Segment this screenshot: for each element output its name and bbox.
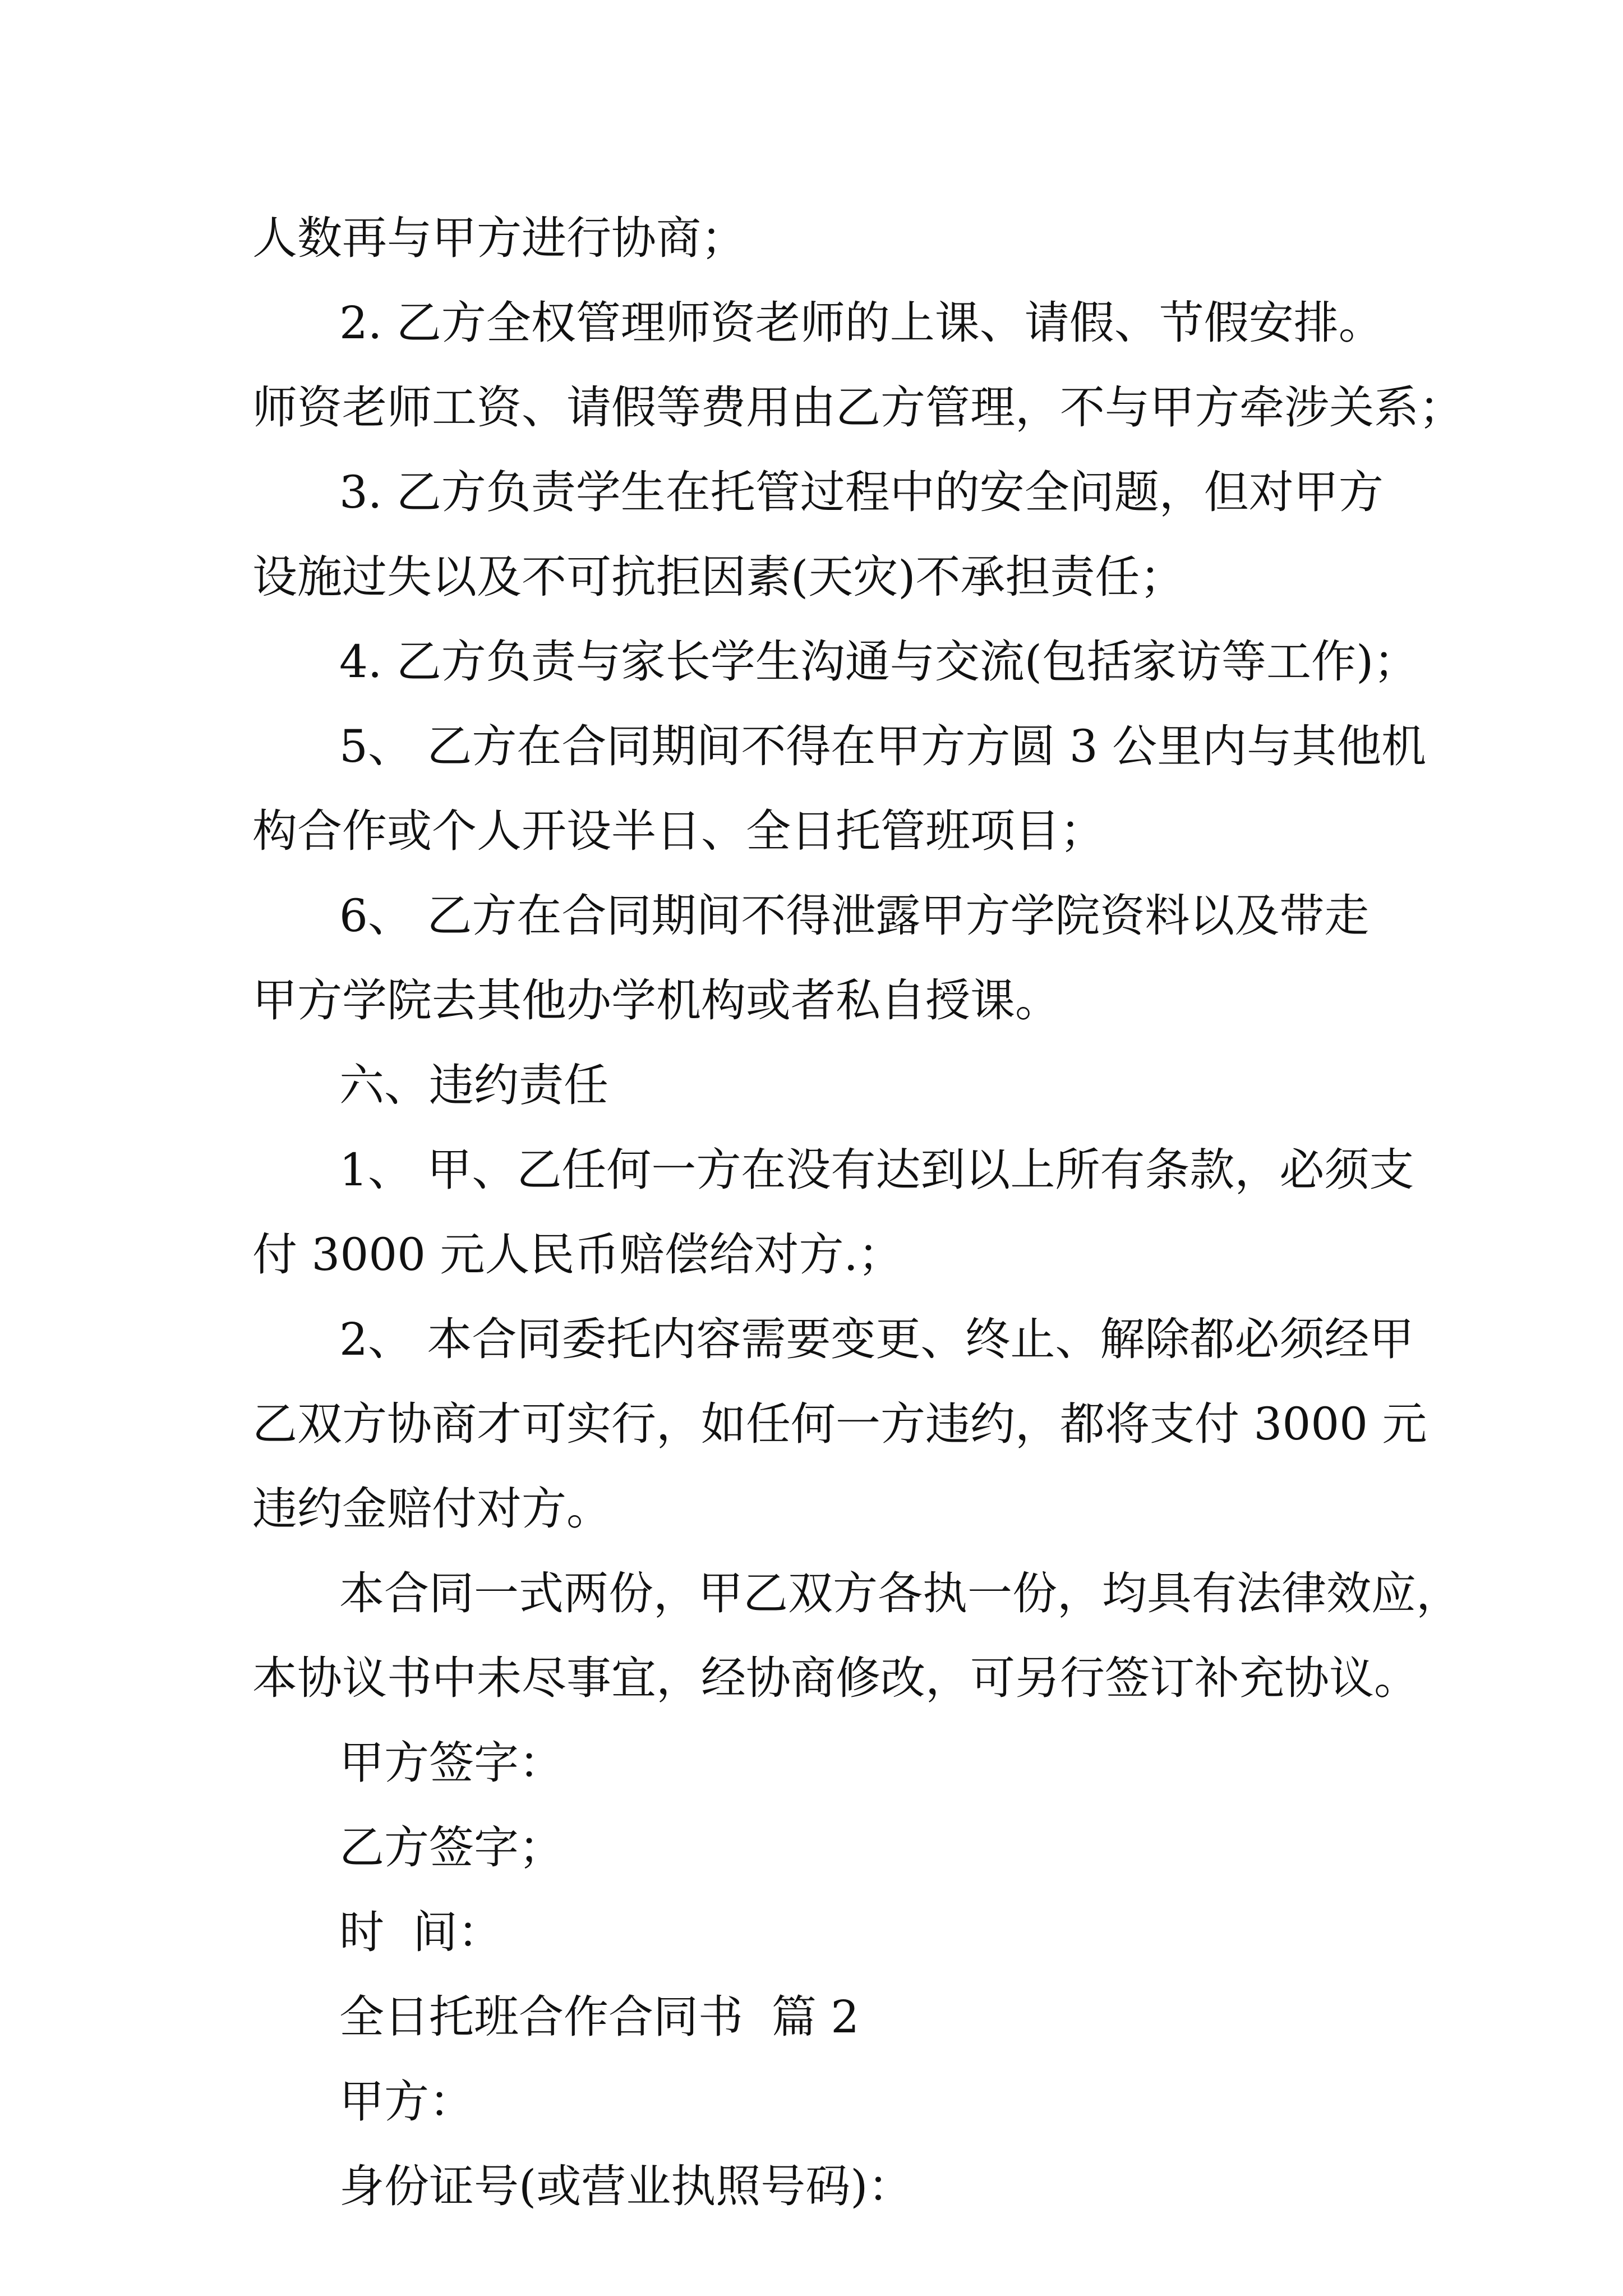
text-line: 3. 乙方负责学生在托管过程中的安全问题，但对甲方	[339, 466, 1384, 518]
party-a-label: 甲方：	[339, 2076, 474, 2128]
section-heading: 六、违约责任	[339, 1059, 608, 1111]
text-line: 2、 本合同委托内容需要变更、终止、解除都必须经甲	[339, 1313, 1414, 1365]
text-line: 1、 甲、乙任何一方在没有达到以上所有条款，必须支	[339, 1144, 1414, 1196]
text-line: 违约金赔付对方。	[252, 1483, 611, 1535]
text-line: 甲方学院去其他办学机构或者私自授课。	[252, 974, 1060, 1027]
text-line: 本协议书中未尽事宜，经协商修改，可另行签订补充协议。	[252, 1652, 1419, 1704]
text-line: 人数再与甲方进行协商；	[252, 212, 746, 264]
text-line: 设施过失以及不可抗拒因素(天灾)不承担责任；	[252, 551, 1185, 603]
text-line: 2. 乙方全权管理师资老师的上课、请假、节假安排。	[339, 297, 1384, 349]
section-title: 全日托班合作合同书 篇 2	[339, 1991, 860, 2043]
text-line: 师资老师工资、请假等费用由乙方管理，不与甲方牵涉关系；	[252, 381, 1464, 434]
text-line: 6、 乙方在合同期间不得泄露甲方学院资料以及带走	[339, 890, 1370, 942]
text-line: 乙双方协商才可实行，如任何一方违约，都将支付 3000 元	[252, 1398, 1427, 1450]
signature-label-party-a: 甲方签字：	[339, 1737, 564, 1789]
text-line: 5、 乙方在合同期间不得在甲方方圆 3 公里内与其他机	[339, 720, 1427, 772]
text-line: 构合作或个人开设半日、全日托管班项目；	[252, 805, 1105, 857]
text-line: 本合同一式两份，甲乙双方各执一份，均具有法律效应，	[339, 1567, 1461, 1619]
text-line: 付 3000 元人民币赔偿给对方.；	[252, 1228, 903, 1281]
id-number-label: 身份证号(或营业执照号码)：	[339, 2160, 913, 2212]
signature-label-party-b: 乙方签字；	[339, 1821, 564, 1874]
date-label: 时 间：	[339, 1906, 502, 1958]
text-line: 4. 乙方负责与家长学生沟通与交流(包括家访等工作)；	[339, 636, 1419, 688]
